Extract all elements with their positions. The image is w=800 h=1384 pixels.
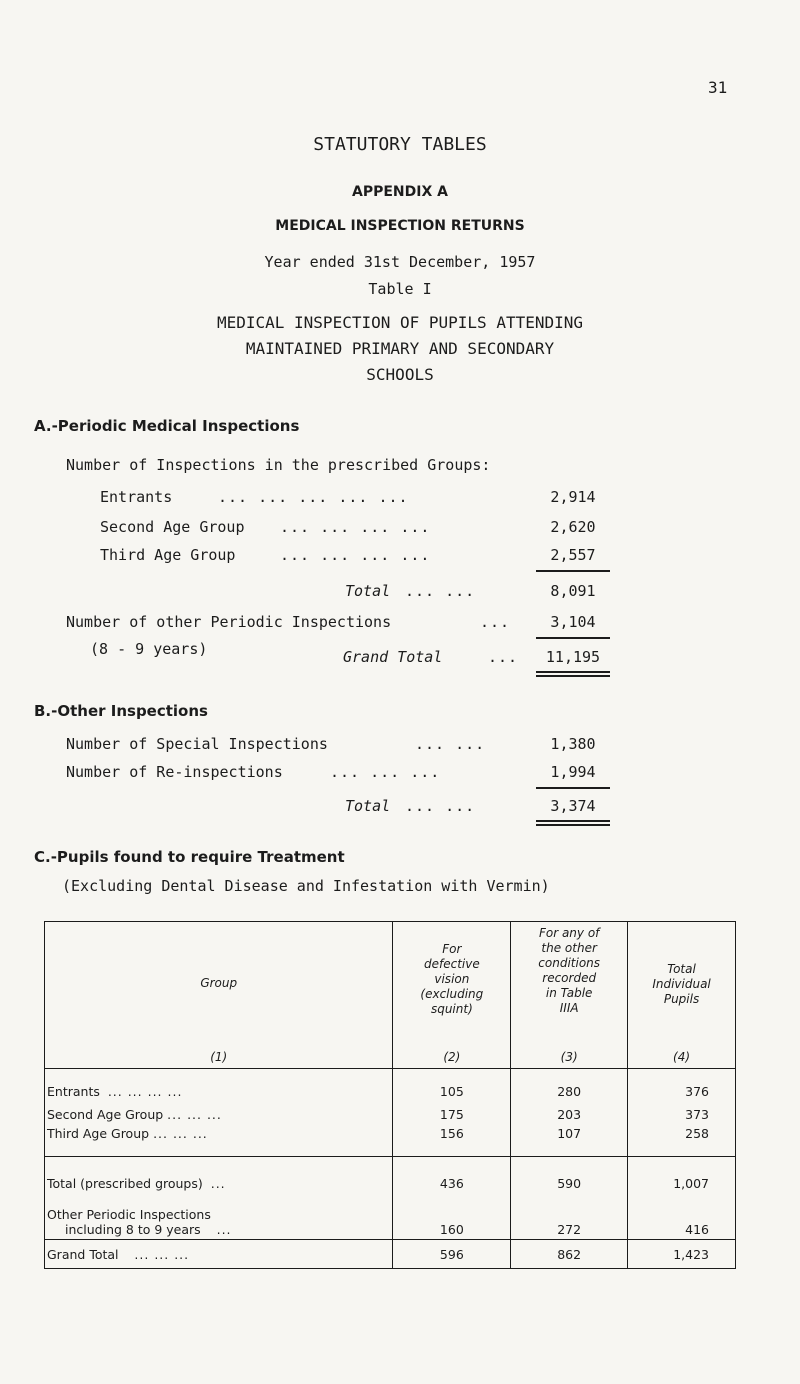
row-c3: 280 — [511, 1069, 628, 1100]
row-c3: 203 — [511, 1099, 628, 1122]
section-c-heading: C.-Pupils found to require Treatment — [34, 848, 345, 866]
other-periodic-value: 3,104 — [550, 613, 596, 631]
second-age-group-leader: ... ... ... ... — [280, 518, 431, 536]
other-periodic-leader: ... — [480, 613, 511, 631]
re-inspections-leader: ... ... ... — [330, 763, 441, 781]
header-3-line: in Table — [545, 986, 593, 1000]
table-label: Table I — [368, 280, 432, 298]
section-a-heading: A.-Periodic Medical Inspections — [34, 417, 300, 435]
header-4-line: Total — [667, 962, 696, 976]
row-c2: 160 — [393, 1191, 511, 1240]
other-periodic-label: Number of other Periodic Inspections — [66, 613, 392, 631]
section-b-total-leader: ... ... — [405, 797, 476, 815]
row-leader: ... ... ... — [134, 1246, 190, 1262]
third-age-group-label: Third Age Group — [100, 546, 236, 564]
header-3-line: For any of — [538, 926, 600, 940]
re-inspections-label: Number of Re-inspections — [66, 763, 283, 781]
header-group — [45, 922, 393, 1069]
returns-title: MEDICAL INSPECTION RETURNS — [275, 218, 525, 234]
year-line: Year ended 31st December, 1957 — [264, 253, 536, 271]
third-age-group-leader: ... ... ... ... — [280, 546, 431, 564]
row-c2: 596 — [393, 1240, 511, 1269]
third-age-group-value: 2,557 — [550, 546, 596, 564]
section-b-heading: B.-Other Inspections — [34, 702, 208, 720]
grand-total-double-rule — [536, 671, 610, 677]
table-row — [45, 1122, 736, 1157]
header-2-number: (2) — [443, 1050, 461, 1064]
row-c2: 105 — [393, 1069, 511, 1100]
treatment-table — [44, 921, 736, 1269]
row-c3: 862 — [511, 1240, 628, 1269]
row-c3: 590 — [511, 1157, 628, 1192]
appendix-label: APPENDIX A — [352, 184, 448, 200]
row-group-label: Grand Total — [47, 1246, 119, 1262]
row-group-label: Other Periodic Inspections — [47, 1207, 211, 1222]
re-inspections-value: 1,994 — [550, 763, 596, 781]
table-row — [45, 1191, 736, 1240]
page-title: STATUTORY TABLES — [313, 134, 487, 155]
section-b-total-value: 3,374 — [550, 797, 596, 815]
header-4-number: (4) — [673, 1050, 691, 1064]
row-leader: ... ... ... — [167, 1107, 222, 1122]
row-c4: 373 — [628, 1099, 736, 1122]
subtotal-rule — [536, 570, 610, 572]
row-group-label: Second Age Group — [47, 1107, 164, 1122]
row-leader: ... ... ... ... — [107, 1084, 183, 1099]
main-heading-line-2: MAINTAINED PRIMARY AND SECONDARY — [245, 339, 555, 358]
section-a-total-value: 8,091 — [550, 582, 596, 600]
section-b-total-label: Total — [345, 797, 391, 815]
header-total-pupils — [628, 922, 736, 1069]
special-inspections-label: Number of Special Inspections — [66, 735, 328, 753]
entrants-leader: ... ... ... ... ... — [218, 488, 409, 506]
main-heading-line-1: MEDICAL INSPECTION OF PUPILS ATTENDING — [216, 313, 584, 332]
row-c3: 272 — [511, 1191, 628, 1240]
row-c2: 156 — [393, 1122, 511, 1157]
table-row — [45, 1069, 736, 1100]
header-defective-vision — [393, 922, 511, 1069]
row-group-label-2: including 8 to 9 years — [65, 1222, 201, 1237]
section-a-total-leader: ... ... — [405, 582, 476, 600]
row-leader: ... — [216, 1222, 232, 1237]
grand-total-value: 11,195 — [545, 648, 601, 666]
row-group-label: Entrants — [47, 1084, 100, 1099]
header-other-conditions — [511, 922, 628, 1069]
header-4-line: Individual — [652, 977, 711, 991]
special-inspections-leader: ... ... — [415, 735, 486, 753]
grand-total-label: Grand Total — [343, 648, 443, 666]
row-group-label: Third Age Group — [47, 1126, 150, 1141]
section-b-rule — [536, 787, 610, 789]
entrants-label: Entrants — [100, 488, 173, 506]
row-leader: ... — [210, 1176, 226, 1191]
row-c4: 376 — [628, 1069, 736, 1100]
grand-total-leader: ... — [488, 648, 519, 666]
grand-total-top-rule — [536, 637, 610, 639]
header-3-line: conditions — [538, 956, 601, 970]
second-age-group-value: 2,620 — [550, 518, 596, 536]
header-2-line: defective — [423, 957, 480, 971]
section-a-total-label: Total — [345, 582, 391, 600]
special-inspections-value: 1,380 — [550, 735, 596, 753]
row-c4: 258 — [628, 1122, 736, 1157]
entrants-value: 2,914 — [550, 488, 596, 506]
row-leader: ... ... ... — [153, 1126, 208, 1141]
main-heading-line-3: SCHOOLS — [366, 365, 434, 384]
header-4-line: Pupils — [663, 992, 700, 1006]
header-3-line: recorded — [542, 971, 597, 985]
header-2-line: (excluding — [420, 987, 484, 1001]
row-c4: 1,007 — [628, 1157, 736, 1192]
header-group-number: (1) — [210, 1050, 228, 1064]
table-header-row — [45, 922, 736, 1069]
header-2-line: squint) — [430, 1002, 473, 1016]
row-c2: 175 — [393, 1099, 511, 1122]
row-c3: 107 — [511, 1122, 628, 1157]
row-group-label: Total (prescribed groups) — [47, 1176, 203, 1191]
years-label: (8 - 9 years) — [90, 640, 208, 658]
row-c2: 436 — [393, 1157, 511, 1192]
header-3-line: IIIA — [559, 1001, 579, 1015]
header-2-line: vision — [434, 972, 470, 986]
row-c4: 1,423 — [628, 1240, 736, 1269]
section-a-intro: Number of Inspections in the prescribed Groups: — [66, 456, 491, 474]
table-row — [45, 1240, 736, 1269]
section-b-double-rule — [536, 820, 610, 826]
table-row — [45, 1157, 736, 1192]
table-row — [45, 1099, 736, 1122]
header-group-label: Group — [200, 976, 238, 990]
header-3-number: (3) — [560, 1050, 578, 1064]
header-3-line: the other — [541, 941, 597, 955]
page-number: 31 — [708, 78, 728, 97]
section-c-subheading: (Excluding Dental Disease and Infestation with Vermin) — [62, 877, 550, 895]
header-2-line: For — [442, 942, 462, 956]
second-age-group-label: Second Age Group — [100, 518, 245, 536]
row-c4: 416 — [628, 1191, 736, 1240]
